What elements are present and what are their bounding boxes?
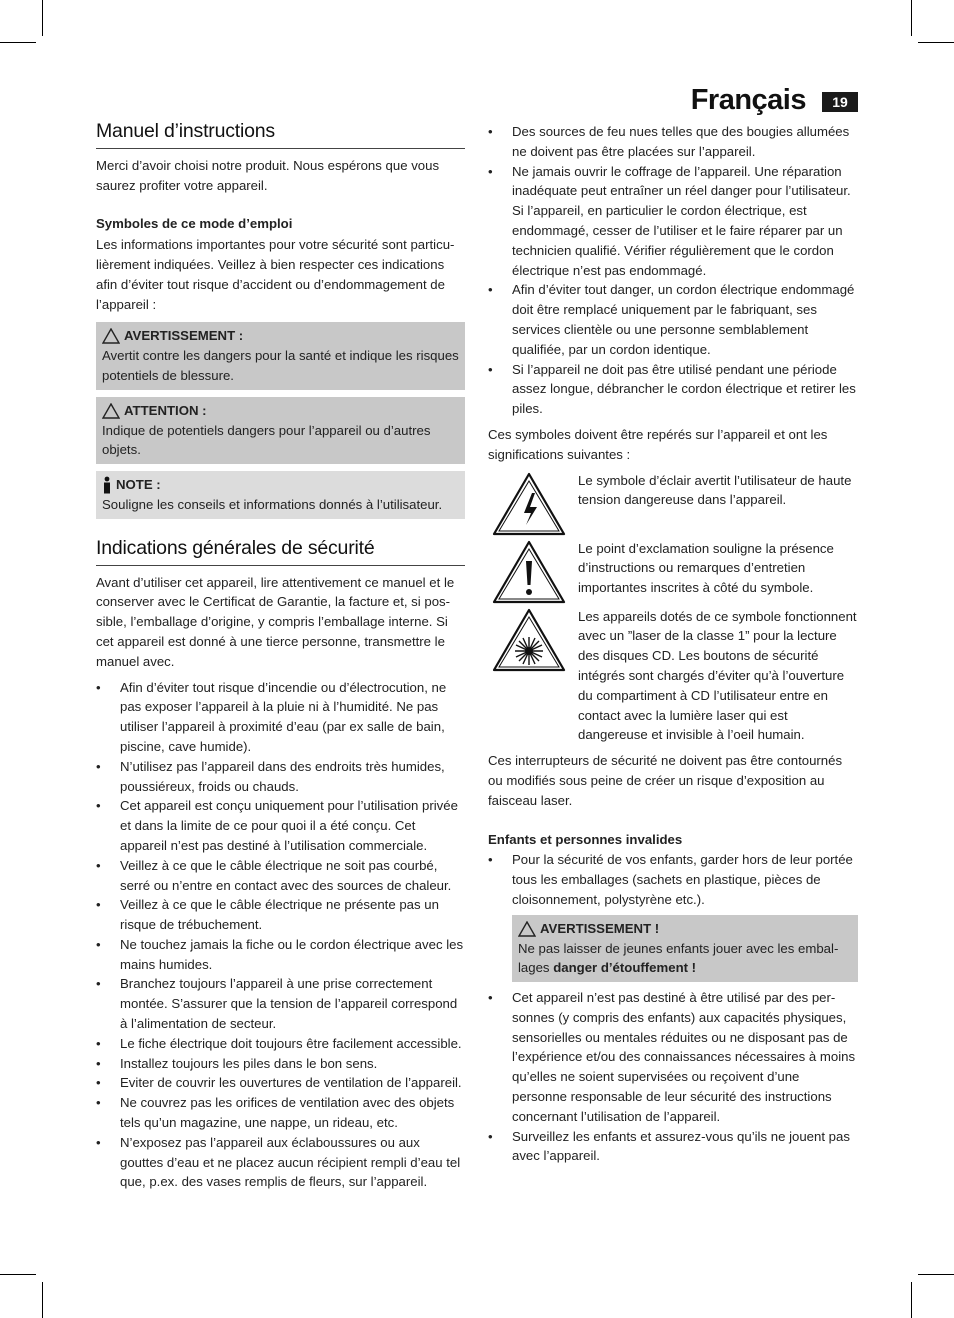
safety-list-left (96, 678, 465, 1193)
lightning-icon-wrap (488, 471, 570, 537)
list-item: • Surveillez les enfants et assurez-vous qu’ils ne jouent pas avec l’appareil. (488, 1127, 858, 1167)
symbol-exclamation-row (488, 539, 858, 605)
crop-mark (911, 0, 912, 36)
crop-mark (42, 1282, 43, 1318)
crop-mark (42, 0, 43, 36)
children-warning-box (512, 915, 858, 982)
list-item: • Si l’appareil ne doit pas être utilisé pendant une période assez longue, débrancher le cordon électrique et retirer les piles. (488, 360, 858, 419)
note-label-row (102, 475, 459, 495)
note-text: Souligne les conseils et informations donnés à l’utilisateur. (102, 496, 443, 512)
symbols-text: Les informations importantes pour votre sécurité sont particulièrement indiquées. Veillez à bien respecter ces indications afin d’éviter tout risque d’accident ou d’endommagement de l’appareil : (96, 237, 455, 312)
list-item: • Ne jamais ouvrir le coffrage de l’appareil. Une réparation inadéquate peut entraîner un réel danger pour l’utilisateur. Si l’appareil, en particulier le cordon électrique, est endommagé, cesser de l’utiliser et le faire réparer par un technicien qualifié. Vérifier régulièrement que le cordon électrique n’est pas endommagé. (488, 162, 858, 281)
interlock-text: Ces interrupteurs de sécurité ne doivent pas être contournés ou modifiés sous peine de créer un risque d’exposition au faisceau laser. (488, 753, 843, 808)
list-item: • Veillez à ce que le câble électrique ne soit pas courbé, serré ou n’entre en contact avec des sources de chaleur. (96, 856, 465, 896)
exclamation-icon-wrap (488, 539, 570, 605)
children-warning-label-row (518, 919, 852, 939)
exclamation-warning-icon (491, 539, 567, 605)
list-item: • Afin d’éviter tout danger, un cordon électrique endommagé doit être remplacé uniquement par le fabriquant, ses services clientèle ou une personne semblablement qualifiée, par un cordon identique. (488, 280, 858, 359)
children-list-first (488, 850, 858, 909)
crop-mark (0, 1274, 36, 1275)
safety-title: Indications générales de sécurité (96, 539, 465, 566)
warning-label: AVERTISSEMENT : (124, 328, 244, 344)
list-item: • Le fiche électrique doit toujours être facilement accessible. (96, 1034, 465, 1054)
list-item: • Des sources de feu nues telles que des bougies allumées ne doivent pas être placées sur l’appareil. (488, 122, 858, 162)
warning-label-row (102, 326, 459, 346)
symbol-exclamation-text: Le point d’exclamation souligne la présence d’instructions ou remarques d’entretien importantes inscrites à côté du symbole. (578, 540, 834, 596)
attention-label: ATTENTION : (124, 402, 207, 418)
children-warning-emphasis: danger d’étouffement ! (553, 960, 697, 976)
list-item: • Branchez toujours l’appareil à une prise correctement montée. S’assurer que la tension de l’appareil correspond à l’alimentation de secteur. (96, 974, 465, 1033)
list-item: • Cet appareil n’est pas destiné à être utilisé par des personnes (y compris des enfants) aux capacités physiques, sensorielles ou mentales réduites ou ne disposant pas de l’expérience et/ou des connaissances nécessaires à moins qu’elles ne soient supervisées ou reçoivent d’une personne responsable de leur sécurité des instructions concernant l’utilisation de l’appareil. (488, 988, 858, 1127)
crop-mark (911, 1282, 912, 1318)
list-item: • Cet appareil est conçu uniquement pour l’utilisation privée et dans la limite de ce pour quoi il a été conçu. Cet appareil n’est pas destiné à l’utilisation commerciale. (96, 796, 465, 855)
attention-triangle-icon (102, 403, 120, 419)
crop-mark (0, 42, 36, 43)
note-label: NOTE : (116, 477, 161, 493)
symbol-laser-row (488, 607, 858, 746)
symbols-heading: Symboles de ce mode d’emploi (96, 216, 293, 232)
list-item: • Veillez à ce que le câble électrique ne présente pas un risque de trébuchement. (96, 895, 465, 935)
symbol-lightning-row (488, 471, 858, 537)
manual-title: Manuel d’instructions (96, 122, 465, 149)
list-item: • Installez toujours les piles dans le bon sens. (96, 1054, 465, 1074)
children-warning-label: AVERTISSEMENT ! (540, 920, 660, 936)
warning-box (96, 322, 465, 389)
list-item: • Pour la sécurité de vos enfants, garder hors de leur portée tous les emballages (sachets en plastique, pièces de cloisonnement, polystyrène etc.). (488, 850, 858, 909)
list-item: • Ne touchez jamais la fiche ou le cordon électrique avec les mains humides. (96, 935, 465, 975)
info-icon (102, 476, 112, 494)
warning-triangle-icon (518, 921, 536, 937)
page-number: 19 (822, 92, 858, 112)
list-item: • Eviter de couvrir les ouvertures de ventilation de l’appareil. (96, 1073, 465, 1093)
children-list-after (488, 988, 858, 1166)
list-item: • N’utilisez pas l’appareil dans des endroits très humides, poussiéreux, froids ou chauds. (96, 757, 465, 797)
symbol-laser-text: Les appareils dotés de ce symbole fonctionnent avec un ”laser de la classe 1” pour la lecture des disques CD. Les boutons de sécurité intégrés sont chargés d’éviter qu’à l’ouverture du compartiment à CD l’utilisateur entre en contact avec la lumière laser qui est dangereuse et invisible à l’oeil humain. (578, 608, 857, 743)
list-item: • Afin d’éviter tout risque d’incendie ou d’électrocution, ne pas exposer l’appareil à la pluie ni à l’humidité. Ne pas utiliser l’appareil à proximité d’eau (par ex salle de bain, piscine, cave humide). (96, 678, 465, 757)
symbols-intro: Ces symboles doivent être repérés sur l’appareil et ont les significations suivantes : (488, 426, 828, 462)
crop-mark (918, 1274, 954, 1275)
list-item: • Ne couvrez pas les orifices de ventilation avec des objets tels qu’un magazine, une nappe, un rideau, etc. (96, 1093, 465, 1133)
crop-mark (918, 42, 954, 43)
note-box (96, 471, 465, 519)
right-column (488, 122, 858, 1166)
laser-warning-icon (491, 607, 567, 673)
manual-intro: Merci d’avoir choisi notre produit. Nous espérons que vous saurez profiter votre appareil. (96, 157, 440, 193)
children-warning-body: Ne pas laisser de jeunes enfants jouer avec les emballages (518, 940, 839, 976)
attention-label-row (102, 401, 459, 421)
children-heading: Enfants et personnes invalides (488, 831, 683, 847)
list-item: • N’exposez pas l’appareil aux éclaboussures ou aux gouttes d’eau et ne placez aucun récipient rempli d’eau tel que, p.ex. des vases remplis de fleurs, sur l’appareil. (96, 1133, 465, 1192)
symbol-lightning-text: Le symbole d’éclair avertit l’utilisateur de haute tension dangereuse dans l’appareil. (578, 472, 852, 508)
language-heading: Français (690, 84, 806, 116)
warning-triangle-icon (102, 328, 120, 344)
safety-list-right (488, 122, 858, 419)
laser-icon-wrap (488, 607, 570, 746)
attention-text: Indique de potentiels dangers pour l’appareil ou d’autres objets. (102, 422, 431, 458)
attention-box (96, 397, 465, 464)
left-column (96, 122, 465, 1192)
warning-text: Avertit contre les dangers pour la santé et indique les risques potentiels de blessure. (102, 348, 459, 383)
lightning-warning-icon (491, 471, 567, 537)
safety-intro: Avant d’utiliser cet appareil, lire attentivement ce manuel et le conserver avec le Certificat de Garantie, la facture et, si possible, l’emballage d’origine, y compris l’emballage interne. Si cet appareil est donné à une tierce personne, transmettre le manuel avec. (96, 574, 455, 669)
children-warning-text (518, 939, 852, 979)
